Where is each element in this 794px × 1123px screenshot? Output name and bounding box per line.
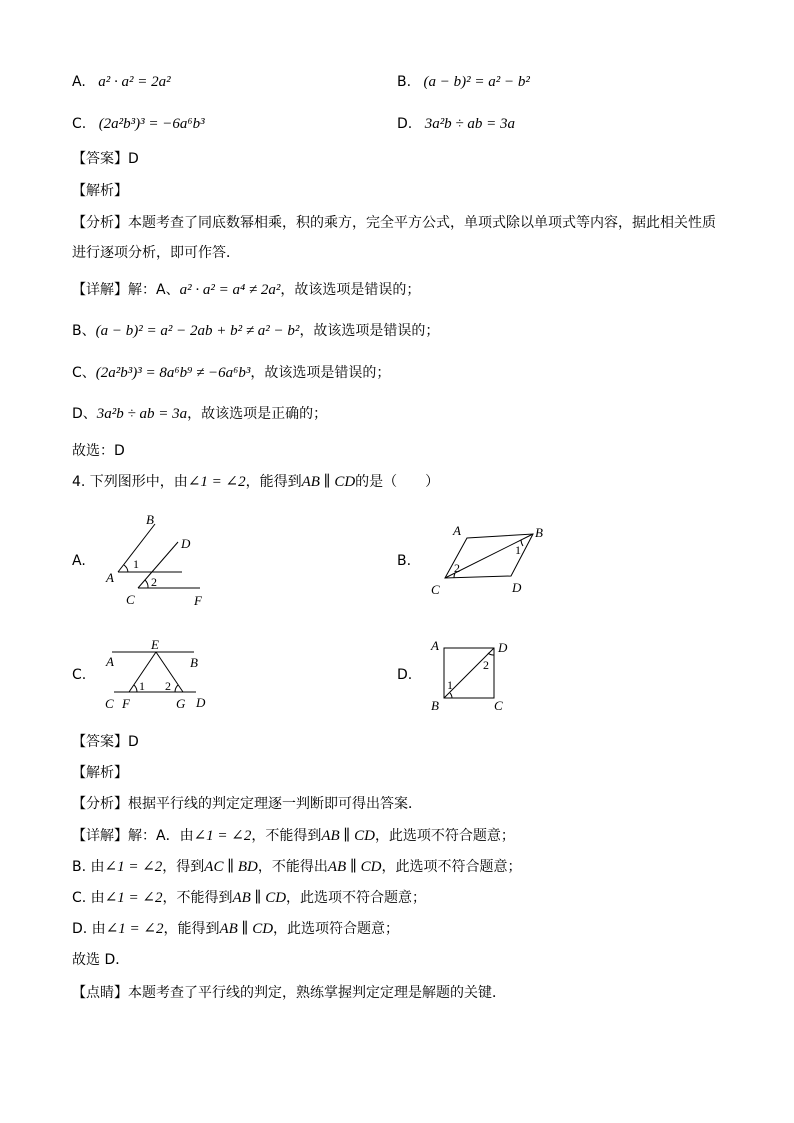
figure-c-label: C. [72, 667, 87, 683]
option-b: B. (a − b)² = a² − b² [397, 74, 530, 90]
option-c: C. (2a²b³)³ = −6a⁶b³ [72, 116, 205, 132]
q4-detail-b: B. 由∠1 = ∠2，得到AC ∥ BD，不能得出AB ∥ CD，此选项不符合题意； [72, 859, 522, 875]
angle-1-arc [134, 685, 137, 692]
angle-1-arc [521, 540, 523, 546]
angle-2-label: 2 [151, 575, 157, 589]
q4-conclusion: 故选 D． [72, 952, 130, 968]
figure-b-label: B. [397, 553, 412, 569]
angle-2-label: 2 [483, 658, 489, 672]
angle-1-label: 1 [515, 543, 521, 557]
point-g-label: G [176, 696, 186, 711]
angle-2-label: 2 [454, 561, 460, 575]
option-a: A. a² · a² = 2a² [72, 74, 171, 90]
figure-d [428, 636, 518, 718]
point-c-label: C [126, 592, 135, 607]
angle-1-label: 1 [139, 679, 145, 693]
point-d-label: D [498, 640, 508, 655]
point-c-label: C [494, 698, 503, 713]
q3-detail-b: B、(a − b)² = a² − 2ab + b² ≠ a² − b²，故该选项是错误的； [72, 323, 440, 339]
point-d-label: D [512, 580, 522, 595]
point-a-label: A [106, 654, 114, 669]
point-b-label: B [535, 525, 543, 540]
q3-analysis-heading: 【解析】 [72, 183, 128, 199]
option-b-expression: (a − b)² = a² − b² [423, 74, 530, 90]
q3-fenxi-line1: 【分析】本题考查了同底数幂相乘，积的乘方，完全平方公式，单项式除以单项式等内容，据此相关性质 [72, 215, 716, 231]
figure-a [100, 510, 220, 610]
q3-answer: 【答案】D [72, 151, 139, 167]
point-a-label: A [453, 523, 461, 538]
q4-detail-a: 【详解】解：A．由∠1 = ∠2，不能得到AB ∥ CD，此选项不符合题意； [72, 828, 515, 844]
angle-1-arc [124, 565, 128, 572]
point-d-label: D [181, 536, 191, 551]
figure-c [100, 636, 215, 718]
point-a-label: A [431, 638, 439, 653]
q4-fenxi: 【分析】根据平行线的判定定理逐一判断即可得出答案． [72, 796, 422, 812]
option-d: D. 3a²b ÷ ab = 3a [397, 116, 516, 132]
q4-stem: 4. 下列图形中，由∠1 = ∠2，能得到AB ∥ CD的是（ ） [72, 474, 440, 490]
point-c-label: C [431, 582, 440, 597]
point-e-label: E [151, 637, 159, 652]
angle-2-arc [175, 685, 178, 692]
figure-d-label: D. [397, 667, 413, 683]
point-c-label: C [105, 696, 114, 711]
q4-detail-c: C. 由∠1 = ∠2，不能得到AB ∥ CD，此选项不符合题意； [72, 890, 427, 906]
figure-b [425, 520, 555, 600]
point-d-label: D [196, 695, 206, 710]
q4-answer: 【答案】D [72, 734, 139, 750]
point-b-label: B [146, 512, 154, 527]
q3-detail-a: 【详解】解：A、a² · a² = a⁴ ≠ 2a²，故该选项是错误的； [72, 282, 421, 298]
q3-conclusion: 故选：D [72, 443, 125, 459]
q4-analysis-heading: 【解析】 [72, 765, 128, 781]
angle-1-label: 1 [447, 678, 453, 692]
line-cd [138, 542, 178, 588]
point-f-label: F [122, 696, 130, 711]
angle-2-label: 2 [165, 679, 171, 693]
q3-detail-c: C、(2a²b³)³ = 8a⁶b⁹ ≠ −6a⁶b³，故该选项是错误的； [72, 365, 391, 381]
q4-dianjing: 【点睛】本题考查了平行线的判定，熟练掌握判定定理是解题的关键． [72, 985, 506, 1001]
q4-detail-d: D. 由∠1 = ∠2，能得到AB ∥ CD，此选项符合题意； [72, 921, 400, 937]
angle-2-arc [488, 653, 494, 655]
option-d-expression: 3a²b ÷ ab = 3a [424, 116, 516, 132]
point-f-label: F [194, 593, 202, 608]
angle-1-arc [450, 693, 452, 698]
q3-detail-d: D、3a²b ÷ ab = 3a，故该选项是正确的； [72, 406, 328, 422]
angle-2-arc [145, 580, 148, 588]
point-b-label: B [431, 698, 439, 713]
option-a-expression: a² · a² = 2a² [98, 74, 171, 90]
point-a-label: A [106, 570, 114, 585]
option-c-expression: (2a²b³)³ = −6a⁶b³ [98, 116, 205, 132]
figure-a-label: A. [72, 553, 86, 569]
angle-1-label: 1 [133, 557, 139, 571]
point-b-label: B [190, 655, 198, 670]
q3-fenxi-line2: 进行逐项分析，即可作答． [72, 245, 240, 261]
